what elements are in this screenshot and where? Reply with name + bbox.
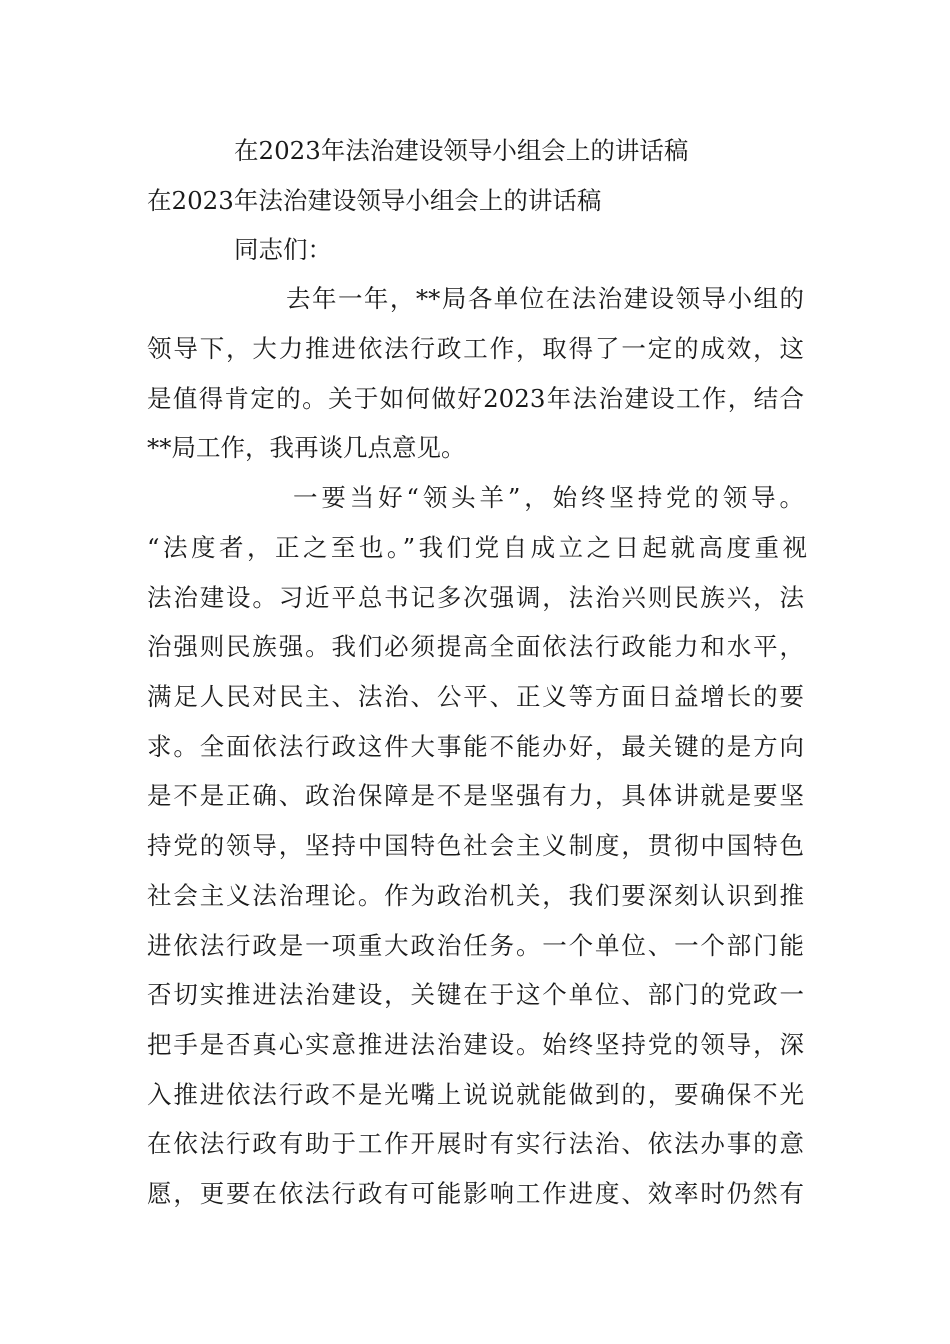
paragraph-line: 治强则民族强。我们必须提高全面依法行政能力和水平， [147, 632, 804, 661]
paragraph-line: 领导下，大力推进依法行政工作，取得了一定的成效，这 [147, 334, 804, 363]
salutation: 同志们： [234, 235, 332, 264]
paragraph-line: 否切实推进法治建设，关键在于这个单位、部门的党政一 [147, 980, 804, 1009]
paragraph-line: 入推进依法行政不是光嘴上说说就能做到的，要确保不光 [147, 1080, 804, 1109]
paragraph-line: 愿，更要在依法行政有可能影响工作进度、效率时仍然有 [147, 1179, 804, 1208]
paragraph-line: 持党的领导，坚持中国特色社会主义制度，贯彻中国特色 [147, 831, 804, 860]
paragraph-line: 求。全面依法行政这件大事能不能办好，最关键的是方向 [147, 732, 804, 761]
paragraph-line: 进依法行政是一项重大政治任务。一个单位、一个部门能 [147, 931, 804, 960]
document-subtitle: 在2023年法治建设领导小组会上的讲话稿 [147, 186, 602, 215]
paragraph-line: 把手是否真心实意推进法治建设。始终坚持党的领导，深 [147, 1030, 804, 1059]
paragraph-line: **局工作，我再谈几点意见。 [147, 433, 466, 462]
paragraph-line: 满足人民对民主、法治、公平、正义等方面日益增长的要 [147, 682, 804, 711]
paragraph-line: 是值得肯定的。关于如何做好2023年法治建设工作，结合 [147, 384, 804, 413]
paragraph-line: “法度者，正之至也。”我们党自成立之日起就高度重视 [147, 533, 807, 562]
paragraph-line: 去年一年，**局各单位在法治建设领导小组的 [286, 284, 804, 313]
paragraph-line: 法治建设。习近平总书记多次强调，法治兴则民族兴，法 [147, 583, 804, 612]
section-heading: 一要当好“领头羊”，始终坚持党的领导。 [293, 483, 804, 512]
paragraph-line: 是不是正确、政治保障是不是坚强有力，具体讲就是要坚 [147, 781, 804, 810]
document-title: 在2023年法治建设领导小组会上的讲话稿 [234, 136, 689, 165]
paragraph-line: 社会主义法治理论。作为政治机关，我们要深刻认识到推 [147, 881, 804, 910]
paragraph-line: 在依法行政有助于工作开展时有实行法治、依法办事的意 [147, 1129, 804, 1158]
